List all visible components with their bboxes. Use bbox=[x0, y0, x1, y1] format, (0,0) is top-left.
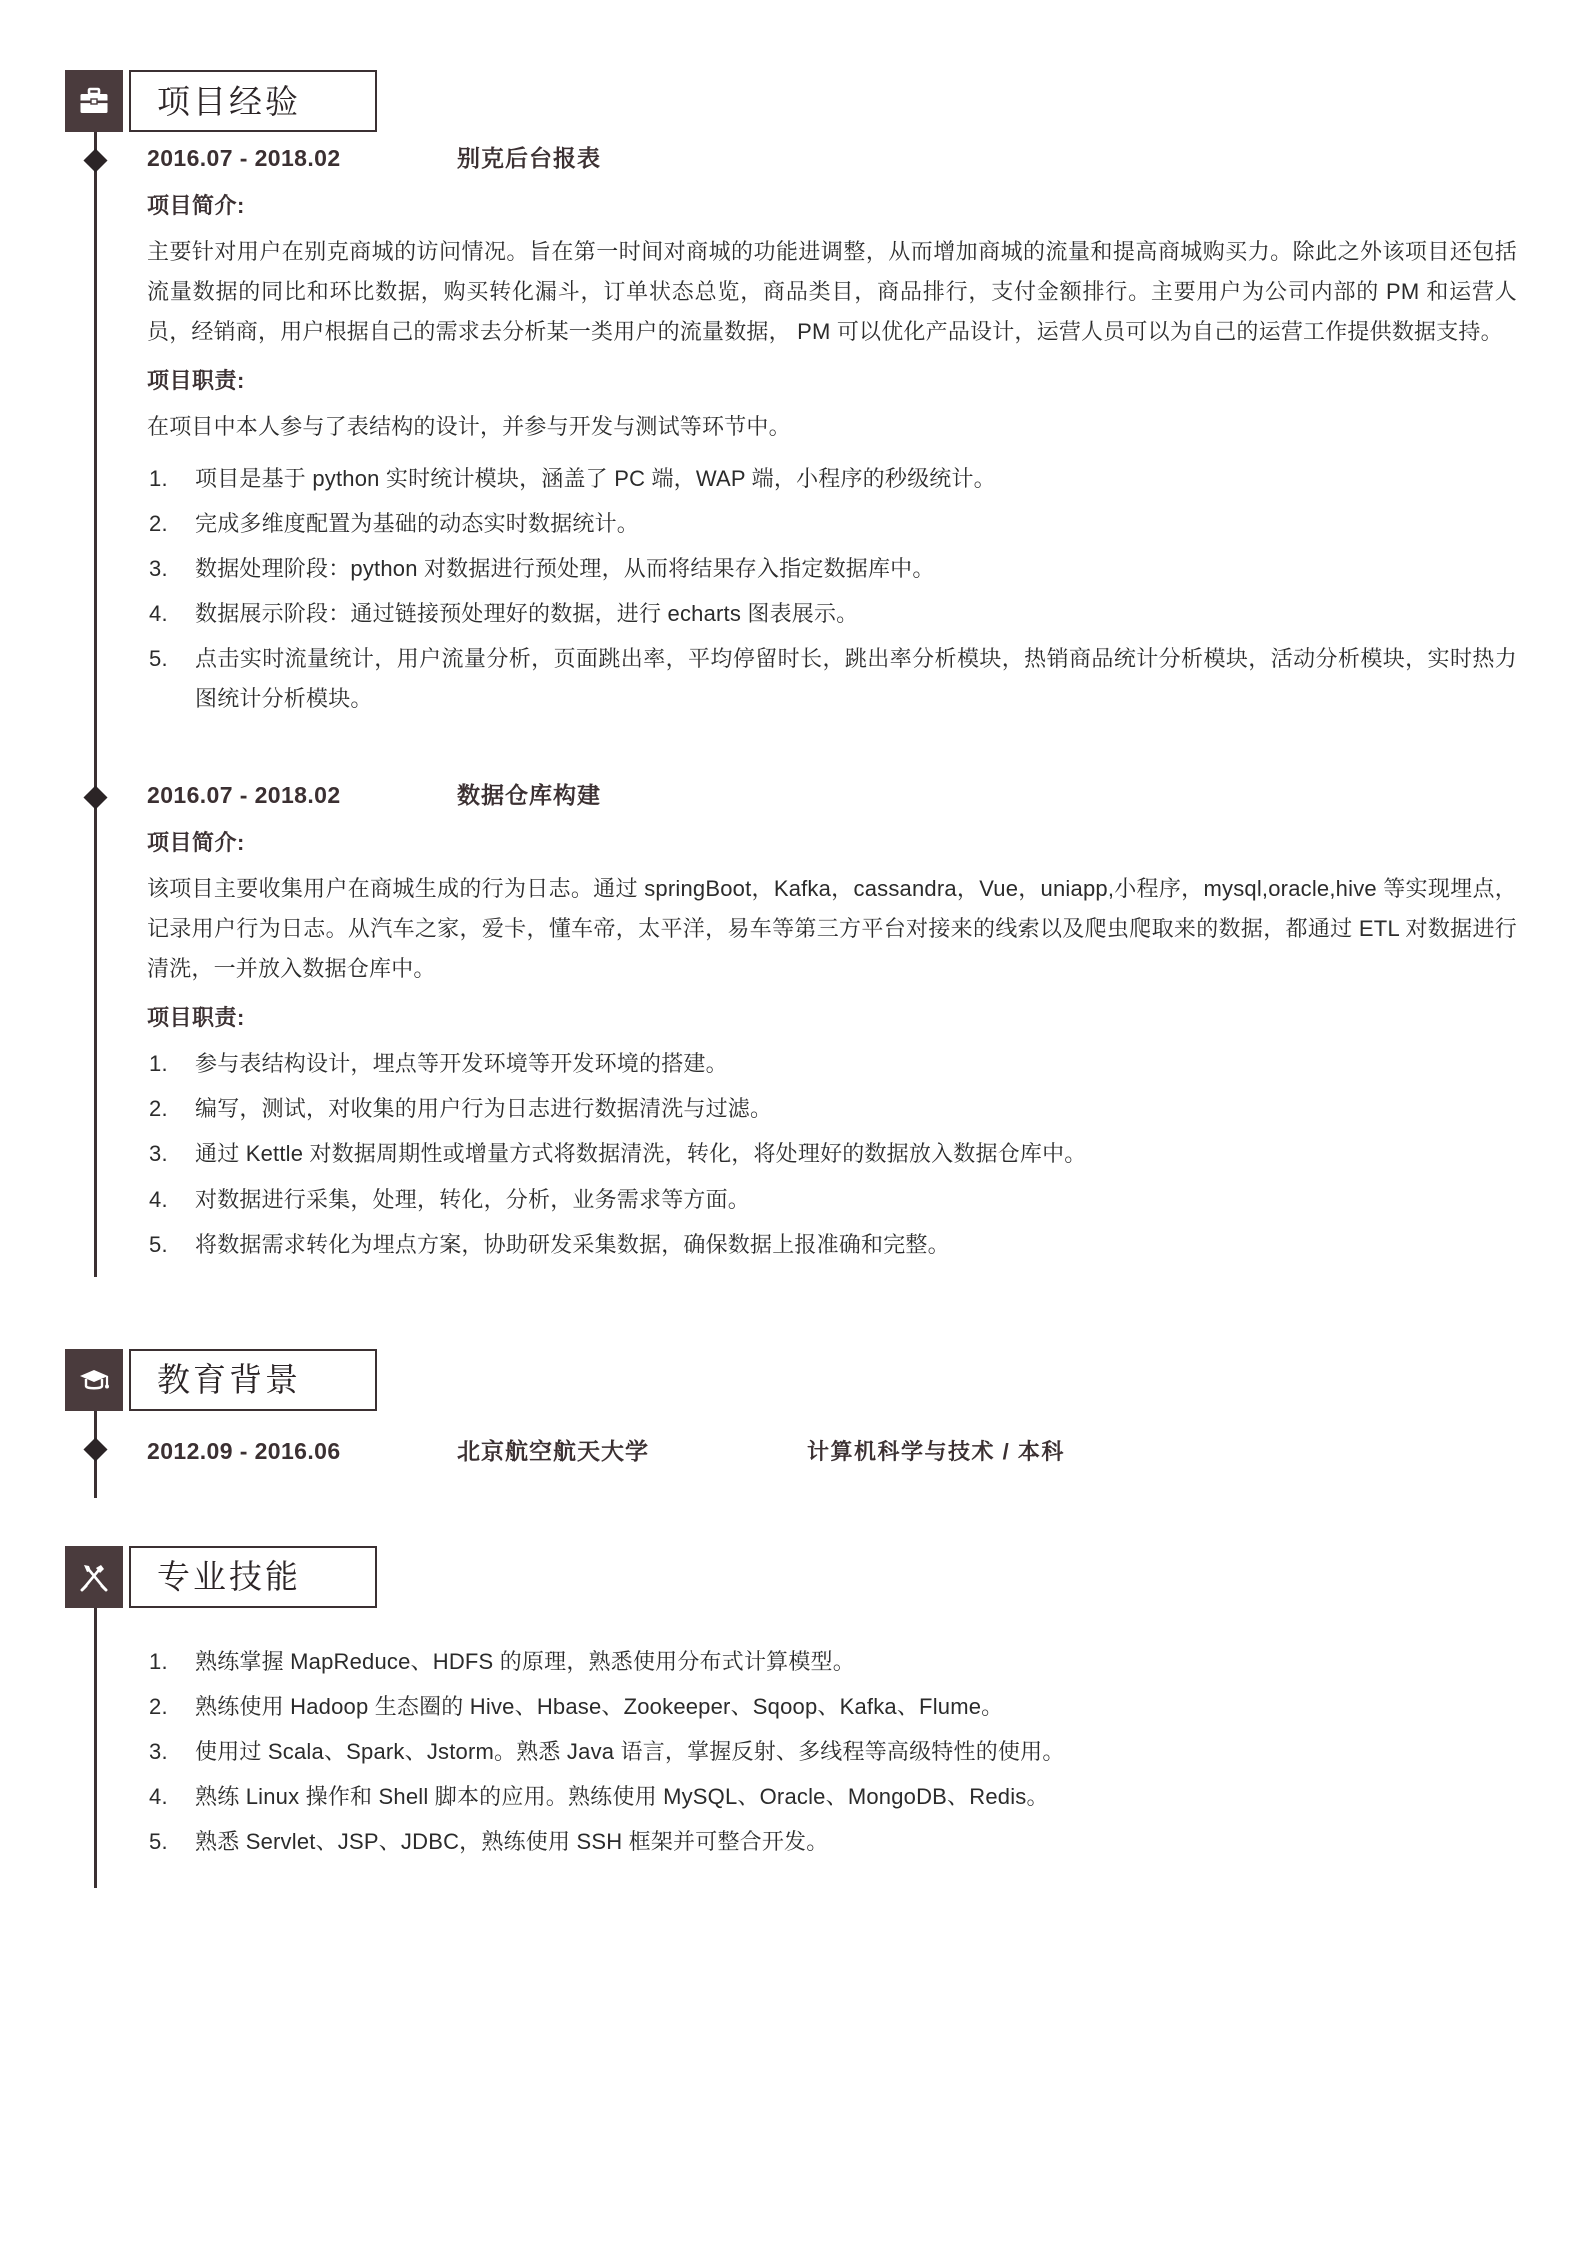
skills-list bbox=[147, 1642, 1517, 1862]
project-name: 别克后台报表 bbox=[457, 145, 601, 171]
education-date: 2012.09 - 2016.06 bbox=[147, 1437, 341, 1464]
section-title-box bbox=[129, 1349, 377, 1411]
project-intro-label: 项目简介: bbox=[147, 193, 245, 218]
education-major-degree: 计算机科学与技术 / 本科 bbox=[807, 1438, 1065, 1464]
list-item: 数据展示阶段：通过链接预处理好的数据，进行 echarts 图表展示。 bbox=[195, 601, 859, 627]
section-header-project-experience bbox=[65, 70, 1517, 132]
list-item: 项目是基于 python 实时统计模块，涵盖了 PC 端，WAP 端，小程序的秒级统计。 bbox=[195, 466, 996, 492]
timeline-diamond-marker bbox=[83, 1437, 107, 1461]
project-entry bbox=[147, 773, 1517, 1276]
list-item: 将数据需求转化为埋点方案，协助研发采集数据，确保数据上报准确和完整。 bbox=[195, 1231, 950, 1257]
list-item: 数据处理阶段：python 对数据进行预处理，从而将结果存入指定数据库中。 bbox=[195, 556, 935, 582]
list-item: 点击实时流量统计，用户流量分析，页面跳出率，平均停留时长，跳出率分析模块，热销商品统计分析模块，活动分析模块，实时热力图统计分析模块。 bbox=[195, 646, 1517, 712]
project-intro-text: 主要针对用户在别克商城的访问情况。旨在第一时间对商城的功能进调整，从而增加商城的流量和提高商城购买力。除此之外该项目还包括流量数据的同比和环比数据，购买转化漏斗，订单状态总览，商品类目，商品排行，支付金额排行。主要用户为公司内部的 PM 和运营人员，经销商，用户根据自己的需求去分析某一类用户的流量数据， PM 可以优化产品设计，运营人员可以为自己的运营工作提供数据支持。 bbox=[147, 239, 1517, 345]
list-item: 使用过 Scala、Spark、Jstorm。熟悉 Java 语言，掌握反射、多线程等高级特性的使用。 bbox=[195, 1738, 1065, 1764]
section-title-box bbox=[129, 1546, 377, 1608]
project-intro-label: 项目简介: bbox=[147, 830, 245, 856]
education-row bbox=[147, 1429, 1517, 1466]
project-intro-text: 该项目主要收集用户在商城生成的行为日志。通过 springBoot，Kafka，cassandra，Vue，uniapp,小程序，mysql,oracle,hive 等实现埋点，记录用户行为日志。从汽车之家，爱卡，懂车帝，太平洋，易车等第三方平台对接来的线索以及爬虫爬取来的数据，都通过 ETL 对数据进行清洗，一并放入数据仓库中。 bbox=[147, 876, 1517, 982]
briefcase-icon bbox=[65, 70, 123, 132]
list-item: 参与表结构设计，埋点等开发环境等开发环境的搭建。 bbox=[195, 1051, 728, 1077]
project-duty-label: 项目职责: bbox=[147, 368, 245, 394]
project-duty-list bbox=[147, 459, 1517, 719]
section-title: 项目经验 bbox=[157, 82, 301, 120]
graduation-cap-icon bbox=[65, 1349, 123, 1411]
timeline-diamond-marker bbox=[83, 786, 107, 810]
timeline-diamond-marker bbox=[83, 148, 107, 172]
list-item: 熟练掌握 MapReduce、HDFS 的原理，熟悉使用分布式计算模型。 bbox=[195, 1648, 855, 1674]
project-headline-row bbox=[147, 773, 1517, 810]
project-timeline bbox=[95, 132, 1517, 1277]
section-header-education bbox=[65, 1349, 1517, 1411]
list-item: 通过 Kettle 对数据周期性或增量方式将数据清洗，转化，将处理好的数据放入数据仓库中。 bbox=[195, 1141, 1087, 1167]
education-entry bbox=[147, 1429, 1517, 1472]
education-timeline bbox=[95, 1411, 1517, 1498]
skills-timeline bbox=[95, 1608, 1517, 1888]
education-school: 北京航空航天大学 bbox=[457, 1437, 649, 1464]
project-name: 数据仓库构建 bbox=[457, 782, 601, 809]
list-item: 熟练 Linux 操作和 Shell 脚本的应用。熟练使用 MySQL、Oracle、MongoDB、Redis。 bbox=[195, 1783, 1049, 1809]
project-duty-intro: 在项目中本人参与了表结构的设计，并参与开发与测试等环节中。 bbox=[147, 414, 791, 440]
list-item: 对数据进行采集，处理，转化，分析，业务需求等方面。 bbox=[195, 1186, 751, 1212]
project-duty-label: 项目职责: bbox=[147, 1005, 245, 1031]
tools-icon bbox=[65, 1546, 123, 1608]
project-date: 2016.07 - 2018.02 bbox=[147, 782, 341, 809]
project-entry bbox=[147, 136, 1517, 731]
project-date: 2016.07 - 2018.02 bbox=[147, 145, 341, 171]
list-item: 完成多维度配置为基础的动态实时数据统计。 bbox=[195, 511, 640, 537]
section-header-skills bbox=[65, 1546, 1517, 1608]
list-item: 熟悉 Servlet、JSP、JDBC，熟练使用 SSH 框架并可整合开发。 bbox=[195, 1828, 829, 1854]
list-item: 编写，测试，对收集的用户行为日志进行数据清洗与过滤。 bbox=[195, 1096, 773, 1122]
section-title: 教育背景 bbox=[157, 1361, 301, 1399]
project-duty-list bbox=[147, 1044, 1517, 1264]
list-item: 熟练使用 Hadoop 生态圈的 Hive、Hbase、Zookeeper、Sqoop、Kafka、Flume。 bbox=[195, 1693, 1004, 1719]
section-title-box bbox=[129, 70, 377, 132]
section-title: 专业技能 bbox=[157, 1558, 301, 1596]
project-headline-row bbox=[147, 136, 1517, 173]
